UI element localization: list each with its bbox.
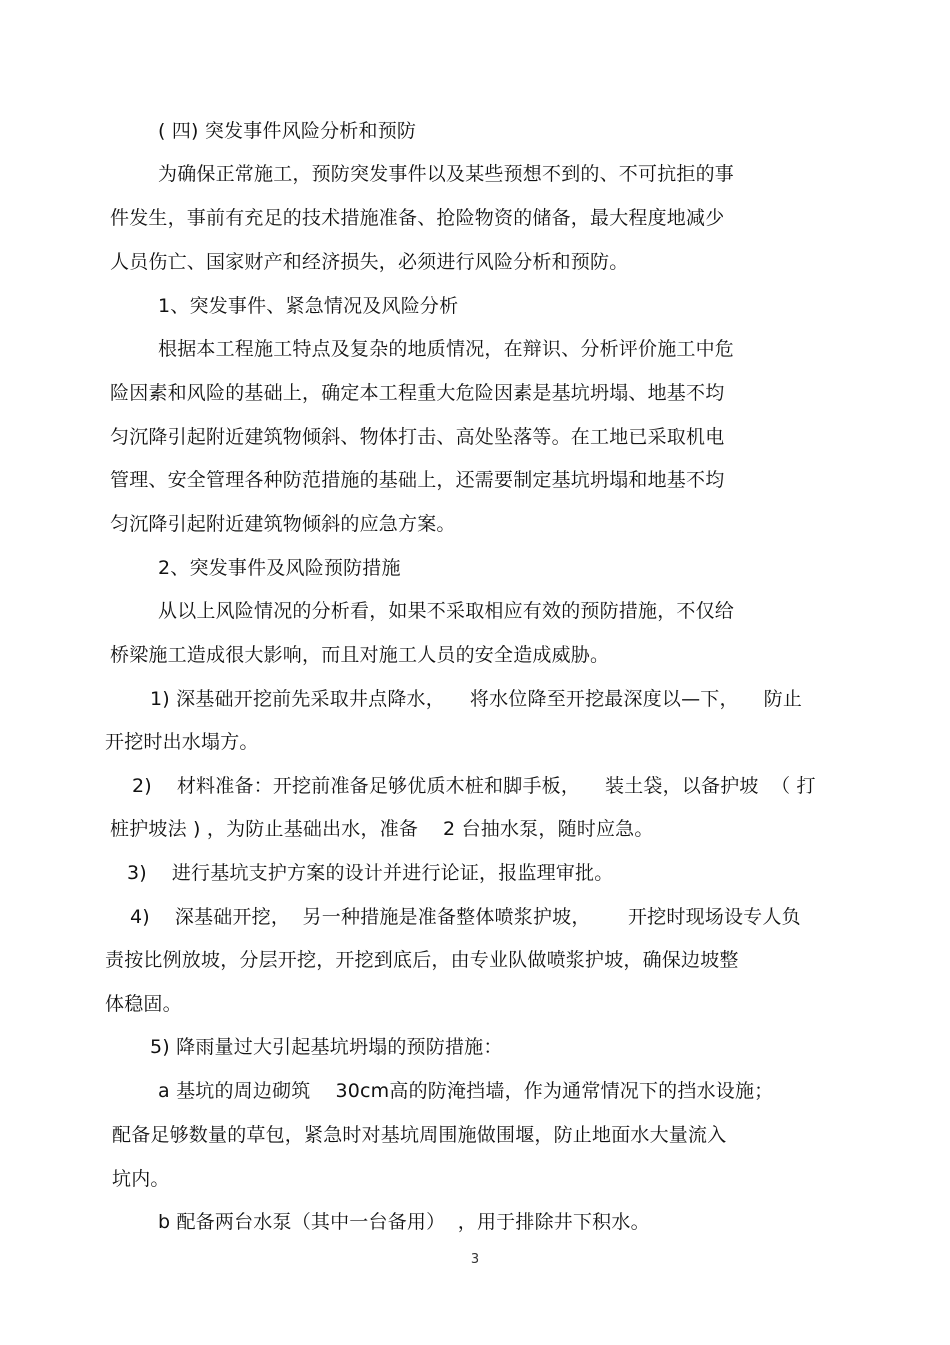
list-item-line: 配备足够数量的草包，紧急时对基坑周围施做围堰，防止地面水大量流入 bbox=[112, 1124, 727, 1146]
subsection-heading: 1、突发事件、紧急情况及风险分析 bbox=[158, 295, 459, 317]
paragraph-line: 管理、安全管理各种防范措施的基础上，还需要制定基坑坍塌和地基不均 bbox=[110, 469, 725, 491]
paragraph-line: 匀沉降引起附近建筑物倾斜的应急方案。 bbox=[110, 513, 456, 535]
paragraph-line: 险因素和风险的基础上，确定本工程重大危险因素是基坑坍塌、地基不均 bbox=[110, 382, 725, 404]
list-item-line: 1) 深基础开挖前先采取井点降水， 将水位降至开挖最深度以—下， 防止 bbox=[150, 688, 803, 710]
list-item-line: 责按比例放坡，分层开挖，开挖到底后，由专业队做喷浆护坡，确保边坡整 bbox=[105, 949, 739, 971]
list-item-line: a 基坑的周边砌筑 30cm高的防淹挡墙，作为通常情况下的挡水设施； bbox=[158, 1080, 774, 1102]
paragraph-line: 人员伤亡、国家财产和经济损失，必须进行风险分析和预防。 bbox=[110, 251, 629, 273]
paragraph-line: 件发生，事前有充足的技术措施准备、抢险物资的储备，最大程度地减少 bbox=[110, 207, 725, 229]
paragraph-line: 为确保正常施工，预防突发事件以及某些预想不到的、不可抗拒的事 bbox=[158, 163, 735, 185]
list-item-line: 桩护坡法 ) ，为防止基础出水，准备 2 台抽水泵，随时应急。 bbox=[110, 818, 654, 840]
list-item-line: 开挖时出水塌方。 bbox=[105, 731, 259, 753]
list-item-line: 体稳固。 bbox=[105, 993, 182, 1015]
page-number: 3 bbox=[470, 1252, 480, 1267]
list-item-line: b 配备两台水泵（其中一台备用） ，用于排除井下积水。 bbox=[158, 1211, 650, 1233]
section-heading: ( 四) 突发事件风险分析和预防 bbox=[158, 120, 417, 142]
list-item-line: 4) 深基础开挖， 另一种措施是准备整体喷浆护坡， 开挖时现场设专人负 bbox=[130, 906, 801, 928]
list-item-line: 3) 进行基坑支护方案的设计并进行论证，报监理审批。 bbox=[127, 862, 614, 884]
subsection-heading: 2、突发事件及风险预防措施 bbox=[158, 557, 401, 579]
paragraph-line: 根据本工程施工特点及复杂的地质情况，在辩识、分析评价施工中危 bbox=[158, 338, 735, 360]
paragraph-line: 桥梁施工造成很大影响，而且对施工人员的安全造成威胁。 bbox=[110, 644, 610, 666]
paragraph-line: 从以上风险情况的分析看，如果不采取相应有效的预防措施，不仅给 bbox=[158, 600, 735, 622]
list-item-line: 2) 材料准备：开挖前准备足够优质木桩和脚手板， 装土袋，以备护坡 （ 打 bbox=[132, 775, 816, 797]
list-item-line: 5) 降雨量过大引起基坑坍塌的预防措施： bbox=[150, 1036, 503, 1058]
list-item-line: 坑内。 bbox=[112, 1168, 170, 1190]
paragraph-line: 匀沉降引起附近建筑物倾斜、物体打击、高处坠落等。在工地已采取机电 bbox=[110, 426, 725, 448]
